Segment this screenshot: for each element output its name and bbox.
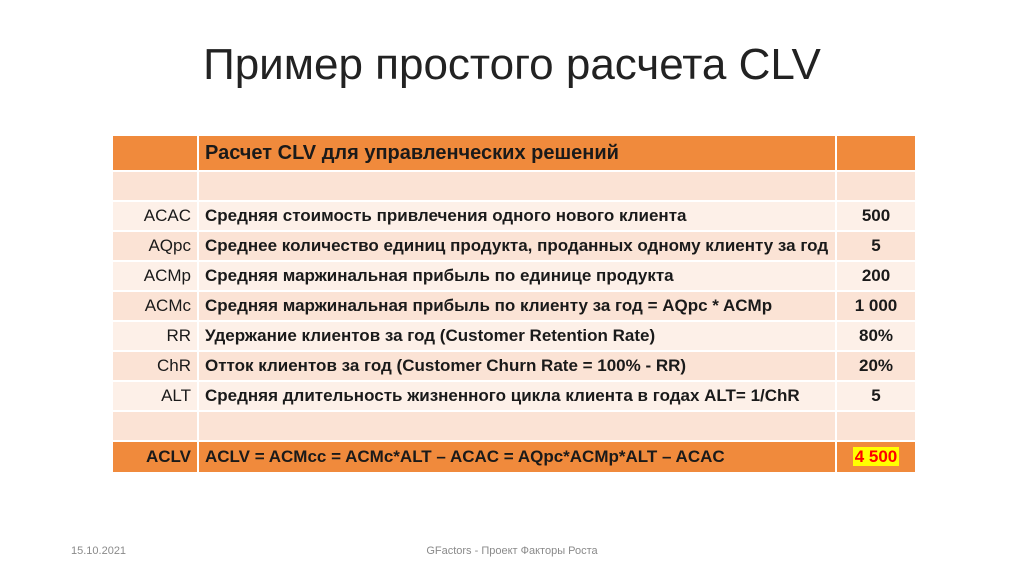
row-description — [198, 171, 836, 201]
row-description: Удержание клиентов за год (Customer Retention Rate) — [198, 321, 836, 351]
row-description: Средняя стоимость привлечения одного нового клиента — [198, 201, 836, 231]
row-value: 80% — [836, 321, 916, 351]
table-row — [112, 321, 916, 351]
row-value: 5 — [836, 381, 916, 411]
total-value-highlight: 4 500 — [854, 447, 898, 466]
row-description: Средняя маржинальная прибыль по клиенту за год = AQpc * ACMp — [198, 291, 836, 321]
table-row — [112, 231, 916, 261]
row-value: 200 — [836, 261, 916, 291]
header-code-cell — [112, 135, 198, 171]
total-code: ACLV — [112, 441, 198, 473]
table-row — [112, 381, 916, 411]
table-title-cell: Расчет CLV для управленческих решений — [198, 135, 836, 171]
table-total-row — [112, 441, 916, 473]
table-row — [112, 291, 916, 321]
footer-text: GFactors - Проект Факторы Роста — [426, 545, 598, 557]
slide-title: Пример простого расчета CLV — [203, 40, 821, 89]
row-code — [112, 171, 198, 201]
row-value: 1 000 — [836, 291, 916, 321]
footer-date: 15.10.2021 — [71, 545, 127, 557]
row-value: 20% — [836, 351, 916, 381]
header-value-cell — [836, 135, 916, 171]
row-code: ALT — [112, 381, 198, 411]
row-code: ACMc — [112, 291, 198, 321]
row-code — [112, 411, 198, 441]
row-value — [836, 411, 916, 441]
row-value: 5 — [836, 231, 916, 261]
table-row — [112, 351, 916, 381]
table-header-row — [112, 135, 916, 171]
row-value: 500 — [836, 201, 916, 231]
row-code: RR — [112, 321, 198, 351]
row-description — [198, 411, 836, 441]
total-value-cell — [836, 441, 916, 473]
row-code: ChR — [112, 351, 198, 381]
row-code: ACAC — [112, 201, 198, 231]
row-code: ACMp — [112, 261, 198, 291]
table-row — [112, 171, 916, 201]
row-description: Средняя маржинальная прибыль по единице продукта — [198, 261, 836, 291]
table-row — [112, 261, 916, 291]
clv-calculation-table — [111, 134, 917, 474]
table-row — [112, 201, 916, 231]
total-formula: ACLV = ACMcc = ACMc*ALT – ACAC = AQpc*ACMp*ALT – ACAC — [198, 441, 836, 473]
row-description: Отток клиентов за год (Customer Churn Rate = 100% - RR) — [198, 351, 836, 381]
row-value — [836, 171, 916, 201]
row-description: Среднее количество единиц продукта, проданных одному клиенту за год — [198, 231, 836, 261]
table-row — [112, 411, 916, 441]
row-code: AQpc — [112, 231, 198, 261]
row-description: Средняя длительность жизненного цикла клиента в годах ALT= 1/ChR — [198, 381, 836, 411]
